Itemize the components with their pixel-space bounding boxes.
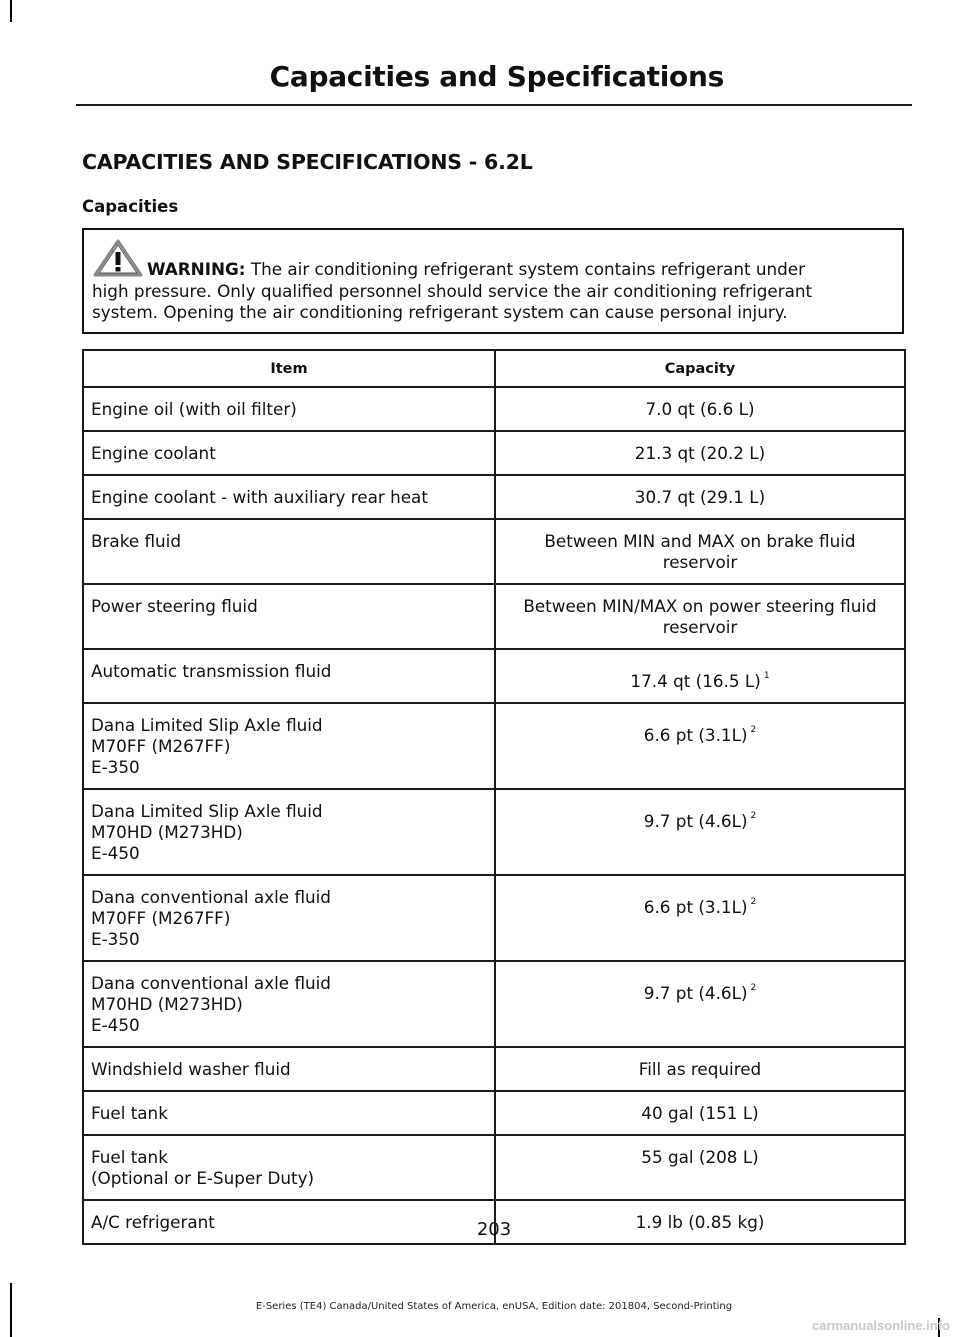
capacity-text: 7.0 qt (6.6 L) (645, 399, 755, 419)
table-header-row (83, 350, 905, 387)
item-text: M70FF (M267FF) (91, 736, 231, 756)
item-cell (83, 789, 495, 875)
capacity-cell (495, 1047, 905, 1091)
capacity-cell (495, 1091, 905, 1135)
item-text: M70FF (M267FF) (91, 908, 231, 928)
capacity-cell (495, 649, 905, 703)
item-text: A/C refrigerant (91, 1212, 215, 1232)
table-row (83, 1135, 905, 1200)
table-row (83, 1047, 905, 1091)
item-text: Dana conventional axle fluid (91, 973, 331, 993)
table-row (83, 584, 905, 649)
capacity-text: 9.7 pt (4.6L) $^2$ (643, 811, 757, 831)
capacity-text: reservoir (662, 617, 738, 637)
capacity-text: 40 gal (151 L) (641, 1103, 759, 1123)
capacity-text: 6.6 pt (3.1L) $^2$ (643, 897, 757, 917)
capacity-text: 30.7 qt (29.1 L) (634, 487, 766, 507)
item-cell (83, 703, 495, 789)
table-body (83, 387, 905, 1244)
item-text: Dana conventional axle fluid (91, 887, 331, 907)
item-text: M70HD (M273HD) (91, 822, 243, 842)
subheading-capacities: Capacities (82, 197, 179, 216)
capacity-text: 21.3 qt (20.2 L) (634, 443, 766, 463)
capacity-cell (495, 519, 905, 584)
warning-line-2: high pressure. Only qualified personnel should service the air conditioning refrigerant (92, 280, 813, 301)
capacity-text: 17.4 qt (16.5 L) $^1$ (630, 671, 770, 691)
warning-line-3: system. Opening the air conditioning refrigerant system can cause personal injury. (92, 302, 788, 322)
item-text: Windshield washer fluid (91, 1059, 291, 1079)
footnote-marker: 2 (750, 725, 757, 735)
table-row (83, 789, 905, 875)
column-header-item: Item (83, 350, 495, 387)
item-text: E-350 (91, 757, 140, 777)
warning-line-1: The air conditioning refrigerant system contains refrigerant under (250, 259, 806, 279)
warning-label: WARNING: (147, 259, 246, 279)
item-cell (83, 649, 495, 703)
footnote-marker: 2 (750, 897, 757, 907)
capacity-cell (495, 1135, 905, 1200)
item-cell (83, 519, 495, 584)
footnote-marker: 1 (763, 671, 770, 681)
item-text: E-450 (91, 843, 140, 863)
item-cell (83, 961, 495, 1047)
item-text: Engine coolant (91, 443, 216, 463)
footnote-marker: 2 (750, 811, 757, 821)
item-text: Engine coolant - with auxiliary rear heat (91, 487, 428, 507)
item-text: (Optional or E-Super Duty) (91, 1168, 315, 1188)
capacity-text: 6.6 pt (3.1L) $^2$ (643, 725, 757, 745)
item-text: Engine oil (with oil filter) (91, 399, 297, 419)
item-text: Fuel tank (91, 1103, 168, 1123)
capacity-text: Between MIN/MAX on power steering fluid (523, 596, 877, 616)
footer-edition-text: E-Series (TE4) Canada/United States of America, enUSA, Edition date: 201804, Second-Printing (255, 1301, 733, 1312)
table-row (83, 649, 905, 703)
item-text: Power steering fluid (91, 596, 258, 616)
item-text: Fuel tank (91, 1147, 168, 1167)
table-row (83, 703, 905, 789)
running-header: Capacities and Specifications (269, 60, 724, 93)
item-text: E-350 (91, 929, 140, 949)
item-text: M70HD (M273HD) (91, 994, 243, 1014)
table-row (83, 961, 905, 1047)
item-cell (83, 1091, 495, 1135)
table-row (83, 431, 905, 475)
table-row (83, 475, 905, 519)
item-text: Dana Limited Slip Axle fluid (91, 715, 323, 735)
item-text: E-450 (91, 1015, 140, 1035)
table-row (83, 387, 905, 431)
item-cell (83, 475, 495, 519)
capacity-cell (495, 387, 905, 431)
item-cell (83, 875, 495, 961)
warning-box (82, 228, 904, 334)
capacity-text: reservoir (662, 552, 738, 572)
footnote-marker: 2 (750, 983, 757, 993)
crop-mark-top-left (10, 0, 12, 22)
item-text: Automatic transmission fluid (91, 661, 332, 681)
capacity-cell (495, 961, 905, 1047)
capacity-text: 9.7 pt (4.6L) $^2$ (643, 983, 757, 1003)
capacities-table (82, 349, 906, 1245)
section-title: CAPACITIES AND SPECIFICATIONS - 6.2L (82, 150, 533, 174)
item-cell (83, 584, 495, 649)
item-cell (83, 1047, 495, 1091)
item-text: Dana Limited Slip Axle fluid (91, 801, 323, 821)
table-row (83, 1091, 905, 1135)
capacity-text: Fill as required (638, 1059, 762, 1079)
item-text: Brake fluid (91, 531, 181, 551)
header-rule (76, 104, 912, 106)
capacity-cell (495, 703, 905, 789)
column-header-capacity: Capacity (495, 350, 905, 387)
warning-text (92, 259, 894, 324)
capacity-text: 55 gal (208 L) (641, 1147, 759, 1167)
capacity-text: 1.9 lb (0.85 kg) (635, 1212, 765, 1232)
page-number: 203 (476, 1219, 512, 1240)
item-cell (83, 387, 495, 431)
table-row (83, 875, 905, 961)
capacity-cell (495, 875, 905, 961)
table-row (83, 519, 905, 584)
capacity-cell (495, 789, 905, 875)
capacity-text: Between MIN and MAX on brake fluid (544, 531, 856, 551)
item-cell (83, 1135, 495, 1200)
capacity-cell (495, 475, 905, 519)
capacity-cell (495, 584, 905, 649)
capacity-cell (495, 431, 905, 475)
watermark: carmanualsonline.info (812, 1318, 950, 1333)
item-cell (83, 431, 495, 475)
